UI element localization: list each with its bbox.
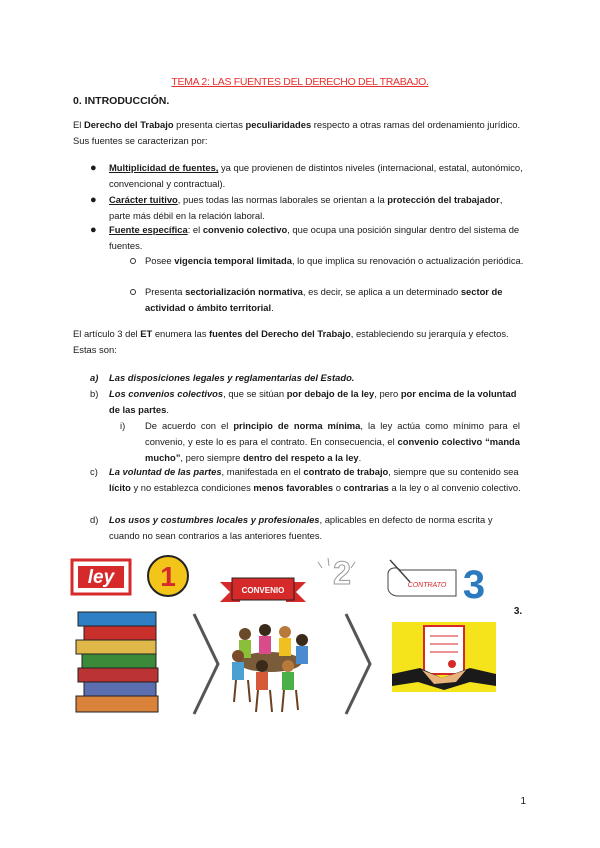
svg-text:CONTRATO: CONTRATO: [407, 582, 447, 589]
contrato-scroll: [388, 560, 456, 596]
handshake-contract-illustration: [392, 622, 496, 692]
ley-label: ley: [87, 567, 115, 588]
circle-bullet-icon: [130, 289, 136, 295]
bullet-icon: ●: [90, 162, 97, 174]
number-three-badge: 3: [462, 563, 486, 607]
bullet-icon: ●: [90, 224, 97, 236]
page-number: 1: [520, 796, 526, 807]
svg-text:CONVENIO: CONVENIO: [241, 586, 285, 595]
number-one-badge: [148, 556, 188, 596]
figure-number-label: 3.: [513, 606, 523, 617]
section-heading: 0. INTRODUCCIÓN.: [73, 95, 170, 107]
ley-logo-icon: [72, 560, 130, 594]
chevron-right-icon: [194, 614, 218, 714]
svg-text:2: 2: [333, 555, 351, 591]
circle-bullet-icon: [130, 258, 136, 264]
chevron-right-icon: [346, 614, 370, 714]
svg-text:1: 1: [160, 561, 176, 592]
article-paragraph: El artículo 3 del ET enumera las fuentes del Derecho del Trabajo, estableciendo su jerarquía y efectos. Estas son:: [73, 328, 509, 355]
number-two-badge: [318, 555, 355, 591]
bullet-icon: ●: [90, 194, 97, 206]
books-stack-icon: [76, 612, 158, 712]
convenio-banner: [220, 578, 306, 602]
intro-paragraph: El Derecho del Trabajo presenta ciertas peculiaridades respecto a otras ramas del ordenamiento jurídico. Sus fuentes se caracterizan por:: [73, 119, 521, 146]
sources-hierarchy-figure: [70, 552, 530, 722]
document-title: TEMA 2: LAS FUENTES DEL DERECHO DEL TRABAJO.: [171, 76, 429, 88]
meeting-people-illustration: [232, 624, 308, 712]
